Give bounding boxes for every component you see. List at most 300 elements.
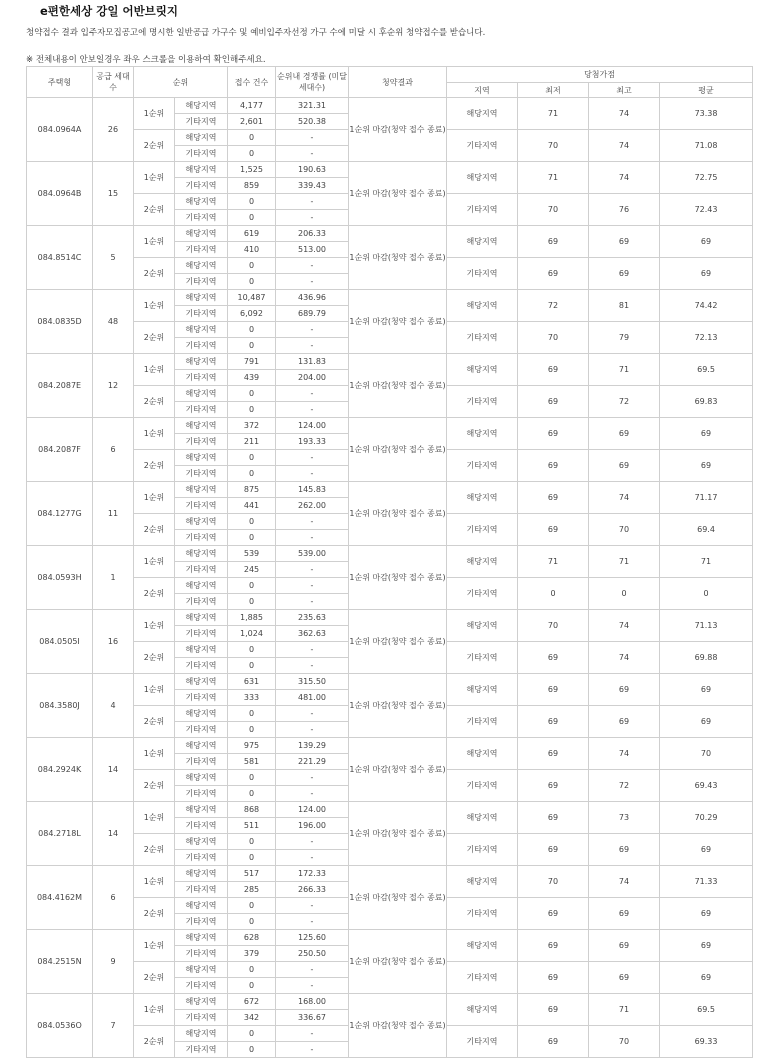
competition-rate: 262.00 — [276, 498, 349, 514]
score-avg: 69.5 — [660, 994, 753, 1026]
score-min: 69 — [518, 1026, 589, 1058]
score-max: 70 — [589, 514, 660, 546]
result-status: 1순위 마감(청약 접수 종료) — [349, 162, 447, 226]
score-region: 해당지역 — [447, 930, 518, 962]
score-min: 69 — [518, 962, 589, 994]
competition-rate: - — [276, 274, 349, 290]
score-region: 기타지역 — [447, 258, 518, 290]
competition-rate: 139.29 — [276, 738, 349, 754]
score-min: 69 — [518, 354, 589, 386]
header-rank: 순위 — [134, 67, 228, 98]
score-region: 해당지역 — [447, 866, 518, 898]
competition-rate: - — [276, 338, 349, 354]
region-label: 기타지역 — [175, 274, 228, 290]
application-count: 410 — [228, 242, 276, 258]
score-max: 69 — [589, 258, 660, 290]
competition-rate: 124.00 — [276, 418, 349, 434]
supply-count: 15 — [93, 162, 134, 226]
application-count: 10,487 — [228, 290, 276, 306]
competition-rate: 235.63 — [276, 610, 349, 626]
application-count: 0 — [228, 530, 276, 546]
result-status: 1순위 마감(청약 접수 종료) — [349, 802, 447, 866]
table-row — [27, 290, 753, 306]
competition-rate: - — [276, 978, 349, 994]
score-max: 69 — [589, 674, 660, 706]
application-count: 0 — [228, 322, 276, 338]
rank-label: 2순위 — [134, 450, 175, 482]
rank-label: 1순위 — [134, 738, 175, 770]
score-avg: 69 — [660, 930, 753, 962]
table-row — [27, 226, 753, 242]
score-min: 0 — [518, 578, 589, 610]
result-status: 1순위 마감(청약 접수 종료) — [349, 354, 447, 418]
application-count: 0 — [228, 274, 276, 290]
region-label: 해당지역 — [175, 770, 228, 786]
score-min: 69 — [518, 258, 589, 290]
rank-label: 2순위 — [134, 642, 175, 674]
house-type: 084.2515N — [27, 930, 93, 994]
region-label: 해당지역 — [175, 354, 228, 370]
rank-label: 1순위 — [134, 610, 175, 642]
rank-label: 1순위 — [134, 226, 175, 258]
rank-label: 2순위 — [134, 1026, 175, 1058]
result-status: 1순위 마감(청약 접수 종료) — [349, 98, 447, 162]
score-min: 69 — [518, 226, 589, 258]
application-count: 672 — [228, 994, 276, 1010]
score-min: 69 — [518, 418, 589, 450]
score-min: 70 — [518, 866, 589, 898]
result-status: 1순위 마감(청약 접수 종료) — [349, 674, 447, 738]
region-label: 해당지역 — [175, 546, 228, 562]
region-label: 해당지역 — [175, 994, 228, 1010]
result-status: 1순위 마감(청약 접수 종료) — [349, 226, 447, 290]
score-max: 69 — [589, 226, 660, 258]
score-region: 기타지역 — [447, 834, 518, 866]
region-label: 기타지역 — [175, 1042, 228, 1058]
competition-rate: - — [276, 706, 349, 722]
competition-rate: - — [276, 898, 349, 914]
application-count: 0 — [228, 658, 276, 674]
application-count: 0 — [228, 258, 276, 274]
application-count: 581 — [228, 754, 276, 770]
header-min: 최저 — [518, 83, 589, 98]
application-count: 1,525 — [228, 162, 276, 178]
score-region: 기타지역 — [447, 130, 518, 162]
competition-rate: 539.00 — [276, 546, 349, 562]
score-region: 기타지역 — [447, 578, 518, 610]
rank-label: 1순위 — [134, 354, 175, 386]
application-count: 859 — [228, 178, 276, 194]
competition-rate: - — [276, 530, 349, 546]
score-min: 72 — [518, 290, 589, 322]
score-min: 69 — [518, 930, 589, 962]
competition-rate: - — [276, 450, 349, 466]
score-avg: 69 — [660, 418, 753, 450]
result-status: 1순위 마감(청약 접수 종료) — [349, 738, 447, 802]
score-max: 74 — [589, 98, 660, 130]
competition-rate: 204.00 — [276, 370, 349, 386]
application-count: 285 — [228, 882, 276, 898]
application-count: 245 — [228, 562, 276, 578]
score-avg: 69 — [660, 706, 753, 738]
score-avg: 69.43 — [660, 770, 753, 802]
application-count: 0 — [228, 130, 276, 146]
region-label: 기타지역 — [175, 978, 228, 994]
score-max: 76 — [589, 194, 660, 226]
region-label: 해당지역 — [175, 706, 228, 722]
rank-label: 1순위 — [134, 674, 175, 706]
application-count: 441 — [228, 498, 276, 514]
region-label: 기타지역 — [175, 146, 228, 162]
competition-rate: - — [276, 642, 349, 658]
application-count: 0 — [228, 962, 276, 978]
results-body — [27, 98, 753, 1058]
competition-rate: 196.00 — [276, 818, 349, 834]
score-min: 69 — [518, 386, 589, 418]
application-count: 511 — [228, 818, 276, 834]
application-count: 0 — [228, 786, 276, 802]
competition-rate: 689.79 — [276, 306, 349, 322]
header-applications: 접수 건수 — [228, 67, 276, 98]
supply-count: 6 — [93, 866, 134, 930]
region-label: 해당지역 — [175, 290, 228, 306]
region-label: 기타지역 — [175, 1010, 228, 1026]
table-row — [27, 418, 753, 434]
region-label: 기타지역 — [175, 498, 228, 514]
header-avg: 평균 — [660, 83, 753, 98]
score-max: 74 — [589, 482, 660, 514]
page-title: e편한세상 강일 어반브릿지 — [40, 4, 179, 18]
competition-rate: 193.33 — [276, 434, 349, 450]
rank-label: 2순위 — [134, 194, 175, 226]
rank-label: 1순위 — [134, 866, 175, 898]
table-row — [27, 354, 753, 370]
competition-rate: - — [276, 258, 349, 274]
region-label: 기타지역 — [175, 306, 228, 322]
score-max: 69 — [589, 962, 660, 994]
score-min: 69 — [518, 674, 589, 706]
application-count: 975 — [228, 738, 276, 754]
score-avg: 72.43 — [660, 194, 753, 226]
region-label: 기타지역 — [175, 850, 228, 866]
application-count: 868 — [228, 802, 276, 818]
region-label: 기타지역 — [175, 370, 228, 386]
score-avg: 70 — [660, 738, 753, 770]
region-label: 해당지역 — [175, 898, 228, 914]
score-min: 70 — [518, 610, 589, 642]
region-label: 해당지역 — [175, 418, 228, 434]
supply-count: 12 — [93, 354, 134, 418]
competition-rate: - — [276, 466, 349, 482]
score-region: 해당지역 — [447, 994, 518, 1026]
house-type: 084.4162M — [27, 866, 93, 930]
competition-rate: - — [276, 1026, 349, 1042]
score-max: 69 — [589, 450, 660, 482]
region-label: 해당지역 — [175, 834, 228, 850]
score-min: 69 — [518, 898, 589, 930]
application-count: 0 — [228, 770, 276, 786]
result-status: 1순위 마감(청약 접수 종료) — [349, 546, 447, 610]
score-region: 기타지역 — [447, 450, 518, 482]
score-max: 69 — [589, 898, 660, 930]
table-row — [27, 546, 753, 562]
supply-count: 16 — [93, 610, 134, 674]
application-count: 333 — [228, 690, 276, 706]
rank-label: 1순위 — [134, 98, 175, 130]
application-count: 0 — [228, 978, 276, 994]
application-count: 0 — [228, 722, 276, 738]
application-count: 539 — [228, 546, 276, 562]
competition-rate: 520.38 — [276, 114, 349, 130]
region-label: 기타지역 — [175, 946, 228, 962]
score-region: 해당지역 — [447, 546, 518, 578]
application-count: 1,024 — [228, 626, 276, 642]
score-max: 81 — [589, 290, 660, 322]
application-count: 0 — [228, 850, 276, 866]
score-avg: 72.75 — [660, 162, 753, 194]
house-type: 084.0835D — [27, 290, 93, 354]
region-label: 기타지역 — [175, 402, 228, 418]
score-max: 71 — [589, 354, 660, 386]
score-max: 0 — [589, 578, 660, 610]
house-type: 084.3580J — [27, 674, 93, 738]
score-region: 기타지역 — [447, 322, 518, 354]
score-region: 기타지역 — [447, 770, 518, 802]
application-count: 0 — [228, 386, 276, 402]
competition-rate: - — [276, 722, 349, 738]
application-count: 2,601 — [228, 114, 276, 130]
score-avg: 69.88 — [660, 642, 753, 674]
score-max: 73 — [589, 802, 660, 834]
score-max: 74 — [589, 642, 660, 674]
result-status: 1순위 마감(청약 접수 종료) — [349, 418, 447, 482]
score-region: 해당지역 — [447, 610, 518, 642]
supply-count: 6 — [93, 418, 134, 482]
competition-rate: 266.33 — [276, 882, 349, 898]
score-avg: 71.13 — [660, 610, 753, 642]
score-max: 74 — [589, 738, 660, 770]
score-max: 74 — [589, 866, 660, 898]
score-region: 기타지역 — [447, 386, 518, 418]
score-avg: 71.08 — [660, 130, 753, 162]
region-label: 해당지역 — [175, 642, 228, 658]
score-region: 기타지역 — [447, 1026, 518, 1058]
score-avg: 69.5 — [660, 354, 753, 386]
house-type: 084.2087F — [27, 418, 93, 482]
competition-rate: 131.83 — [276, 354, 349, 370]
competition-rate: - — [276, 1042, 349, 1058]
header-competition: 순위내 경쟁률 (미달 세대수) — [276, 67, 349, 98]
supply-count: 14 — [93, 802, 134, 866]
score-min: 70 — [518, 322, 589, 354]
score-avg: 69.4 — [660, 514, 753, 546]
region-label: 해당지역 — [175, 610, 228, 626]
competition-rate: 339.43 — [276, 178, 349, 194]
header-type: 주택형 — [27, 67, 93, 98]
region-label: 해당지역 — [175, 578, 228, 594]
application-count: 342 — [228, 1010, 276, 1026]
region-label: 해당지역 — [175, 194, 228, 210]
score-region: 해당지역 — [447, 738, 518, 770]
competition-rate: - — [276, 322, 349, 338]
score-min: 69 — [518, 482, 589, 514]
score-region: 해당지역 — [447, 226, 518, 258]
rank-label: 2순위 — [134, 578, 175, 610]
house-type: 084.0505I — [27, 610, 93, 674]
competition-rate: 190.63 — [276, 162, 349, 178]
results-table — [26, 66, 753, 1058]
rank-label: 2순위 — [134, 322, 175, 354]
application-count: 0 — [228, 210, 276, 226]
score-region: 기타지역 — [447, 642, 518, 674]
region-label: 해당지역 — [175, 930, 228, 946]
score-region: 해당지역 — [447, 674, 518, 706]
score-avg: 0 — [660, 578, 753, 610]
supply-count: 9 — [93, 930, 134, 994]
score-max: 71 — [589, 546, 660, 578]
supply-count: 26 — [93, 98, 134, 162]
competition-rate: 513.00 — [276, 242, 349, 258]
score-region: 기타지역 — [447, 194, 518, 226]
header-supply: 공급 세대수 — [93, 67, 134, 98]
application-count: 0 — [228, 578, 276, 594]
score-avg: 69 — [660, 962, 753, 994]
region-label: 기타지역 — [175, 530, 228, 546]
score-region: 해당지역 — [447, 290, 518, 322]
score-avg: 69 — [660, 226, 753, 258]
house-type: 084.1277G — [27, 482, 93, 546]
rank-label: 1순위 — [134, 482, 175, 514]
region-label: 해당지역 — [175, 802, 228, 818]
score-avg: 69 — [660, 898, 753, 930]
competition-rate: 172.33 — [276, 866, 349, 882]
result-status: 1순위 마감(청약 접수 종료) — [349, 610, 447, 674]
score-min: 71 — [518, 546, 589, 578]
region-label: 기타지역 — [175, 466, 228, 482]
score-max: 74 — [589, 162, 660, 194]
score-avg: 69 — [660, 834, 753, 866]
region-label: 기타지역 — [175, 690, 228, 706]
table-row — [27, 162, 753, 178]
application-count: 517 — [228, 866, 276, 882]
rank-label: 2순위 — [134, 258, 175, 290]
application-count: 0 — [228, 834, 276, 850]
application-count: 0 — [228, 642, 276, 658]
region-label: 해당지역 — [175, 866, 228, 882]
region-label: 기타지역 — [175, 242, 228, 258]
rank-label: 1순위 — [134, 290, 175, 322]
score-max: 70 — [589, 1026, 660, 1058]
competition-rate: 315.50 — [276, 674, 349, 690]
region-label: 해당지역 — [175, 450, 228, 466]
competition-rate: 221.29 — [276, 754, 349, 770]
competition-rate: 250.50 — [276, 946, 349, 962]
competition-rate: - — [276, 594, 349, 610]
score-region: 기타지역 — [447, 898, 518, 930]
application-count: 0 — [228, 146, 276, 162]
region-label: 해당지역 — [175, 1026, 228, 1042]
table-row — [27, 930, 753, 946]
rank-label: 1순위 — [134, 418, 175, 450]
region-label: 기타지역 — [175, 114, 228, 130]
region-label: 기타지역 — [175, 562, 228, 578]
score-avg: 69 — [660, 450, 753, 482]
application-count: 0 — [228, 898, 276, 914]
table-row — [27, 674, 753, 690]
application-count: 875 — [228, 482, 276, 498]
application-count: 0 — [228, 914, 276, 930]
score-max: 69 — [589, 706, 660, 738]
rank-label: 1순위 — [134, 930, 175, 962]
application-count: 6,092 — [228, 306, 276, 322]
score-avg: 72.13 — [660, 322, 753, 354]
rank-label: 2순위 — [134, 898, 175, 930]
page-description: 청약접수 결과 입주자모집공고에 명시한 일반공급 가구수 및 예비입주자선정 가구 수에 미달 시 후순위 청약접수를 받습니다. — [26, 28, 486, 38]
house-type: 084.2718L — [27, 802, 93, 866]
score-min: 69 — [518, 738, 589, 770]
region-label: 기타지역 — [175, 210, 228, 226]
competition-rate: 168.00 — [276, 994, 349, 1010]
region-label: 해당지역 — [175, 514, 228, 530]
score-max: 69 — [589, 418, 660, 450]
competition-rate: 206.33 — [276, 226, 349, 242]
score-max: 69 — [589, 834, 660, 866]
score-min: 69 — [518, 514, 589, 546]
score-min: 70 — [518, 130, 589, 162]
region-label: 해당지역 — [175, 322, 228, 338]
region-label: 기타지역 — [175, 658, 228, 674]
score-avg: 71.17 — [660, 482, 753, 514]
region-label: 해당지역 — [175, 226, 228, 242]
score-avg: 73.38 — [660, 98, 753, 130]
region-label: 해당지역 — [175, 162, 228, 178]
competition-rate: 436.96 — [276, 290, 349, 306]
application-count: 619 — [228, 226, 276, 242]
application-count: 1,885 — [228, 610, 276, 626]
rank-label: 1순위 — [134, 546, 175, 578]
competition-rate: 124.00 — [276, 802, 349, 818]
competition-rate: 362.63 — [276, 626, 349, 642]
score-avg: 69.83 — [660, 386, 753, 418]
region-label: 해당지역 — [175, 738, 228, 754]
region-label: 기타지역 — [175, 178, 228, 194]
score-min: 69 — [518, 450, 589, 482]
region-label: 해당지역 — [175, 258, 228, 274]
application-count: 0 — [228, 514, 276, 530]
house-type: 084.2087E — [27, 354, 93, 418]
table-row — [27, 98, 753, 114]
rank-label: 1순위 — [134, 994, 175, 1026]
score-min: 69 — [518, 802, 589, 834]
score-region: 기타지역 — [447, 962, 518, 994]
region-label: 해당지역 — [175, 962, 228, 978]
result-status: 1순위 마감(청약 접수 종료) — [349, 482, 447, 546]
header-max: 최고 — [589, 83, 660, 98]
application-count: 211 — [228, 434, 276, 450]
application-count: 0 — [228, 706, 276, 722]
score-region: 해당지역 — [447, 802, 518, 834]
application-count: 0 — [228, 466, 276, 482]
score-max: 74 — [589, 130, 660, 162]
region-label: 해당지역 — [175, 674, 228, 690]
house-type: 084.0964A — [27, 98, 93, 162]
region-label: 기타지역 — [175, 722, 228, 738]
competition-rate: - — [276, 914, 349, 930]
score-region: 해당지역 — [447, 354, 518, 386]
competition-rate: - — [276, 386, 349, 402]
score-min: 71 — [518, 162, 589, 194]
competition-rate: - — [276, 210, 349, 226]
